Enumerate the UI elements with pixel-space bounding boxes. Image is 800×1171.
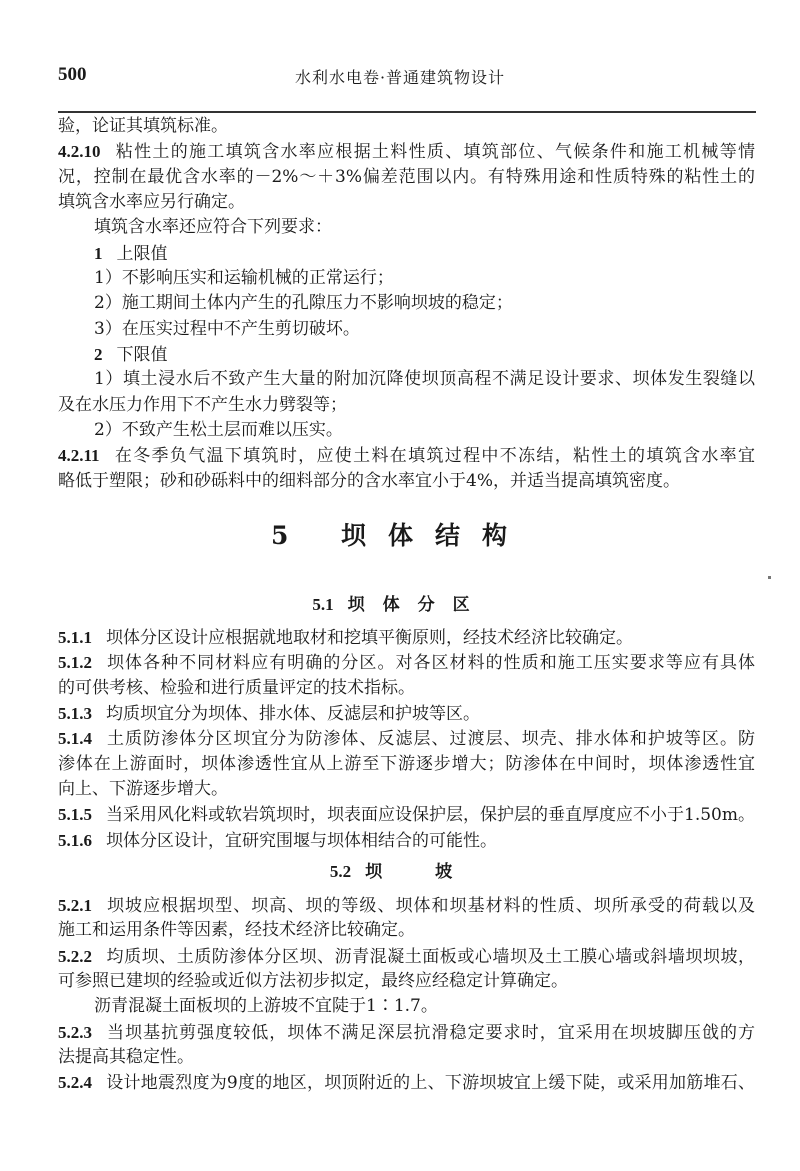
line-text: 渗体在上游面时，坝体渗透性宜从上游至下游逐步增大；防渗体在中间时，坝体渗透性宜: [58, 753, 755, 774]
clause-number: 5.1.4: [58, 729, 92, 749]
clause-line: [58, 625, 755, 650]
line-text: 坝体分区设计，宜研究围堰与坝体相结合的可能性。: [106, 830, 497, 851]
text-line: [58, 165, 755, 190]
line-text: 当采用风化料或软岩筑坝时，坝表面应设保护层，保护层的垂直厚度应不小于1.50m。: [106, 805, 755, 826]
section-title: 坝 坡: [365, 862, 471, 882]
line-text: 的可供考核、检验和进行质量评定的技术指标。: [58, 677, 415, 698]
line-text: 2）施工期间土体内产生的孔隙压力不影响坝坡的稳定；: [94, 293, 513, 314]
clause-line: [58, 443, 755, 468]
text-line: [58, 317, 755, 342]
clause-line: [58, 802, 755, 827]
clause-number: 4.2.11: [58, 446, 100, 466]
text-line: [58, 190, 755, 215]
text-line: [58, 291, 755, 316]
line-text: 粘性土的施工填筑含水率应根据土料性质、填筑部位、气候条件和施工机械等情: [114, 142, 755, 163]
text-line: [58, 266, 755, 291]
clause-number: 5.1.2: [58, 653, 92, 673]
clause-line: [58, 1020, 755, 1045]
text-line: [58, 918, 755, 943]
line-text: 可参照已建坝的经验或近似方法初步拟定，最终应经稳定计算确定。: [58, 971, 568, 992]
clause-line: [58, 139, 755, 164]
line-text: 均质坝宜分为坝体、排水体、反滤层和护坡等区。: [106, 704, 480, 725]
line-text: 坝坡应根据坝型、坝高、坝的等级、坝体和坝基材料的性质、坝所承受的荷载以及: [106, 896, 755, 916]
section-title: 坝体分区: [347, 595, 488, 615]
line-text: 设计地震烈度为9度的地区，坝顶附近的上、下游坝坡宜上缓下陡，或采用加筋堆石、: [106, 1073, 755, 1094]
line-text: 验，论证其填筑标准。: [58, 116, 228, 136]
text-block-4-2: [58, 114, 755, 494]
line-text: 略低于塑限；砂和砂砾料中的细料部分的含水率宜小于4%，并适当提高填筑密度。: [58, 470, 680, 491]
clause-number: 5.1.1: [58, 628, 92, 647]
line-text: 1）填土浸水后不致产生大量的附加沉降使坝顶高程不满足设计要求、坝体发生裂缝以: [94, 369, 755, 390]
text-block-5-1: [58, 625, 755, 853]
line-text: 填筑含水率还应符合下列要求：: [94, 217, 332, 238]
clause-line: [58, 701, 755, 726]
text-line: [58, 114, 755, 139]
line-text: 均质坝、土质防渗体分区坝、沥青混凝土面板或心墙坝及土工膜心墙或斜墙坝坝坡，: [106, 946, 755, 967]
text-line: [58, 752, 755, 777]
page-number: 500: [58, 64, 87, 85]
text-line: [58, 777, 755, 802]
clause-line: [58, 650, 755, 675]
clause-line: [58, 944, 755, 969]
text-line: [58, 393, 755, 418]
line-text: 土质防渗体分区坝宜分为防渗体、反滤层、过渡层、坝壳、排水体和护坡等区。防: [106, 729, 755, 750]
clause-number: 5.2.3: [58, 1022, 92, 1042]
line-text: 坝体各种不同材料应有明确的分区。对各区材料的性质和施工压实要求等应有具体: [106, 653, 755, 674]
text-line: [58, 969, 755, 994]
line-text: 及在水压力作用下不产生水力劈裂等；: [58, 394, 347, 415]
text-line: [58, 215, 755, 240]
line-text: 向上、下游逐步增大。: [58, 779, 228, 800]
scan-speck: [768, 576, 771, 579]
text-line: [58, 1045, 755, 1070]
text-line: [58, 676, 755, 701]
chapter-heading: 5 坝体结构: [270, 521, 530, 550]
clause-number: 5.1.6: [58, 830, 92, 850]
clause-line: [58, 1070, 755, 1095]
clause-number: 4.2.10: [58, 142, 101, 162]
header-rule: [58, 111, 756, 113]
clause-line: [58, 828, 755, 853]
running-title: 水利水电卷·普通建筑物设计: [294, 68, 506, 87]
clause-number: 5.2.2: [58, 946, 92, 966]
line-text: 在冬季负气温下填筑时，应使土料在填筑过程中不冻结，粘性土的填筑含水率宜: [113, 446, 755, 467]
section-heading-5-1: [0, 590, 800, 615]
line-text: 况，控制在最优含水率的－2%～＋3%偏差范围以内。有特殊用途和性质特殊的粘性土的: [58, 166, 755, 187]
section-number: 5.1: [312, 595, 334, 614]
clause-number: 5.1.5: [58, 805, 92, 825]
line-text: 坝体分区设计应根据就地取材和挖填平衡原则，经技术经济比较确定。: [106, 628, 633, 648]
text-line: [58, 469, 755, 494]
text-line: [58, 367, 755, 392]
clause-number: 2: [94, 345, 103, 365]
clause-number: 5.2.1: [58, 896, 92, 915]
text-line: [58, 994, 755, 1019]
clause-line: [58, 342, 755, 367]
clause-number: 5.1.3: [58, 704, 92, 724]
line-text: 施工和运用条件等因素，经技术经济比较确定。: [58, 920, 415, 941]
line-text: 上限值: [116, 243, 168, 264]
line-text: 当坝基抗剪强度较低，坝体不满足深层抗滑稳定要求时，宜采用在坝坡脚压戗的方: [106, 1022, 755, 1043]
section-number: 5.2: [329, 862, 352, 881]
line-text: 填筑含水率应另行确定。: [58, 192, 245, 213]
clause-line: [58, 241, 755, 266]
line-text: 沥青混凝土面板坝的上游坡不宜陡于1∶1.7。: [94, 996, 438, 1017]
clause-line: [58, 726, 755, 751]
clause-number: 5.2.4: [58, 1073, 92, 1093]
line-text: 2）不致产生松土层而难以压实。: [94, 420, 343, 441]
line-text: 下限值: [116, 345, 168, 366]
clause-line: [58, 893, 755, 918]
text-block-5-2: [58, 893, 755, 1096]
section-heading-5-2: [0, 857, 800, 882]
clause-number: 1: [94, 243, 103, 263]
line-text: 1）不影响压实和运输机械的正常运行；: [94, 268, 394, 289]
line-text: 3）在压实过程中不产生剪切破坏。: [94, 318, 360, 339]
line-text: 法提高其稳定性。: [58, 1047, 194, 1068]
text-line: [58, 418, 755, 443]
